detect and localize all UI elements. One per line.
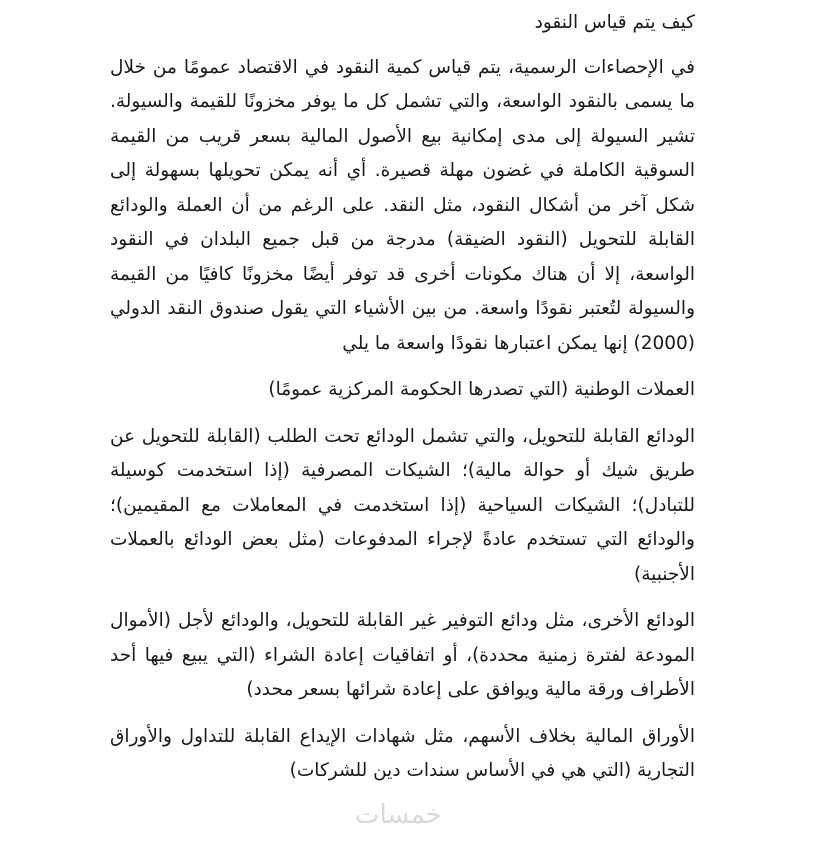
article [110,6,695,801]
watermark-logo: خمسات [355,800,442,830]
list-item-transferable-deposits: الودائع القابلة للتحويل، والتي تشمل الودائع تحت الطلب (القابلة للتحويل عن طريق شيك أو حوالة مالية)؛ الشيكات المصرفية (إذا استخدمت كوسيلة للتبادل)؛ الشيكات السياحية (إذا استخدمت في المعاملات مع المقيمين)؛ والودائع التي تستخدم عادةً لإجراء المدفوعات (مثل بعض الودائع بالعملات الأجنبية) [110,425,695,585]
article-title: كيف يتم قياس النقود [534,12,695,33]
list-item-securities: الأوراق المالية بخلاف الأسهم، مثل شهادات الإيداع القابلة للتداول والأوراق التجارية (التي هي في الأساس سندات دين للشركات) [110,725,695,781]
intro-paragraph: في الإحصاءات الرسمية، يتم قياس كمية النقود في الاقتصاد عمومًا من خلال ما يسمى بالنقود الواسعة، والتي تشمل كل ما يوفر مخزونًا للقيمة والسيولة. تشير السيولة إلى مدى إمكانية بيع الأصول المالية بسعر قريب من القيمة السوقية الكاملة في غضون مهلة قصيرة. أي أنه يمكن تحويلها بسهولة إلى شكل آخر من أشكال النقود، مثل النقد. على الرغم من أن العملة والودائع القابلة للتحويل (النقود الضيقة) مدرجة من قبل جميع البلدان في النقود الواسعة، إلا أن هناك مكونات أخرى قد توفر أيضًا مخزونًا كافيًا من القيمة والسيولة لتُعتبر نقودًا واسعة. من بين الأشياء التي يقول صندوق النقد الدولي (2000) إنها يمكن اعتبارها نقودًا واسعة ما يلي [110,56,695,354]
list-item-other-deposits: الودائع الأخرى، مثل ودائع التوفير غير القابلة للتحويل، والودائع لأجل (الأموال المودعة لفترة زمنية محددة)، أو اتفاقيات إعادة الشراء (التي يبيع فيها أحد الأطراف ورقة مالية ويوافق على إعادة شرائها بسعر محدد) [110,610,695,700]
list-item-national-currency: العملات الوطنية (التي تصدرها الحكومة المركزية عمومًا) [268,379,695,400]
